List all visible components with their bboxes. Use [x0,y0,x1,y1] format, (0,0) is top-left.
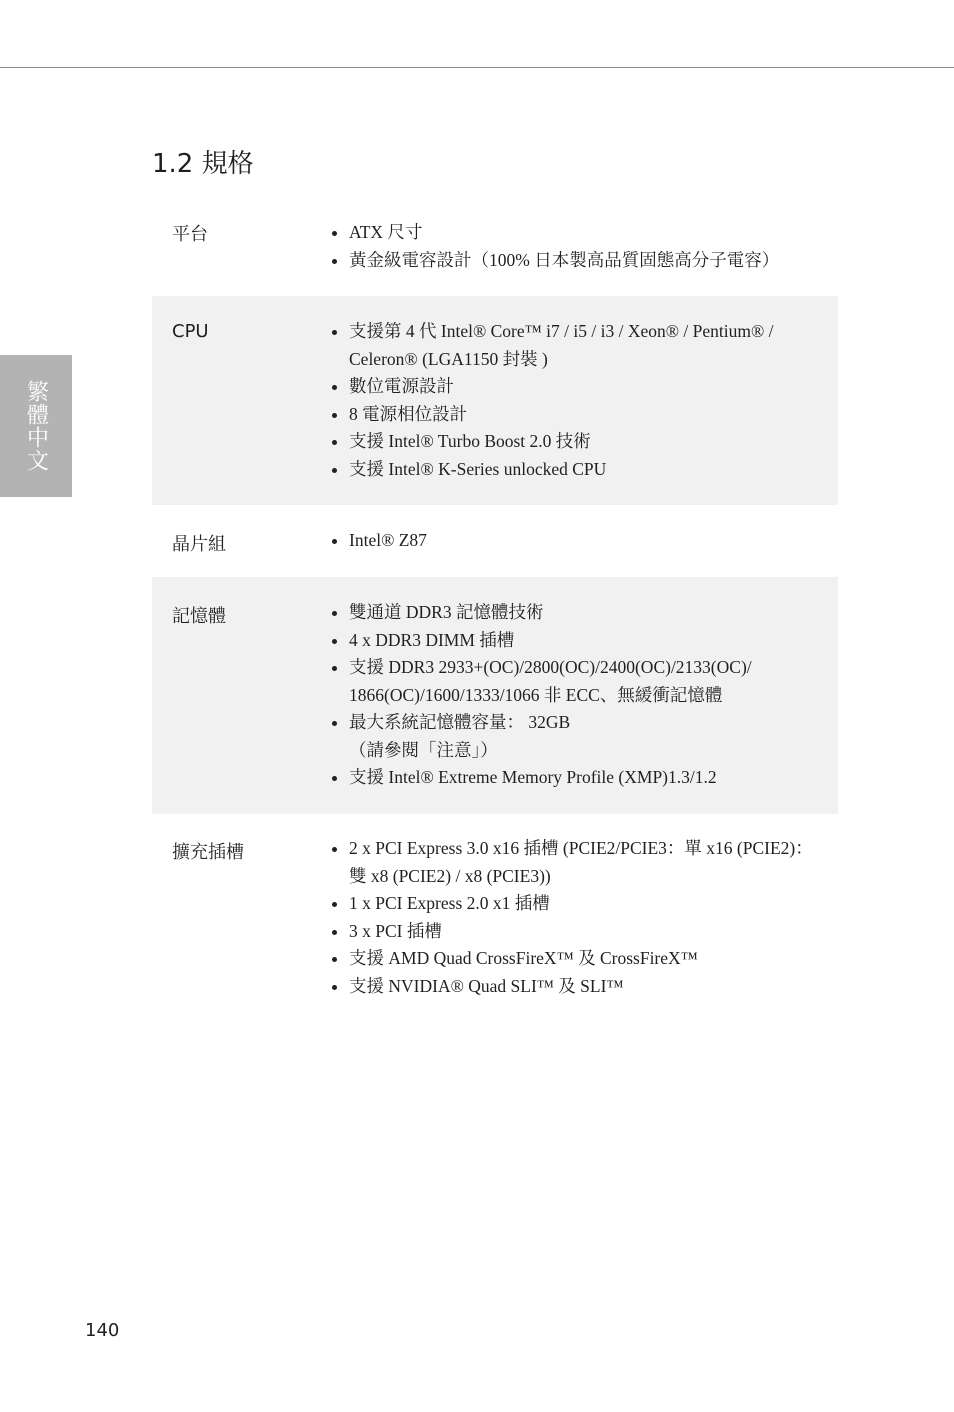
list-item: 支援 AMD Quad CrossFireX™ 及 CrossFireX™ [330,945,813,973]
list-item: 2 x PCI Express 3.0 x16 插槽 (PCIE2/PCIE3：單 x16 (PCIE2)： 雙 x8 (PCIE2) / x8 (PCIE3)) [330,835,813,890]
spec-list-platform [330,219,779,274]
list-item: 支援 Intel® Extreme Memory Profile (XMP)1.3/1.2 [330,764,752,792]
section-title: 1.2 規格 [152,149,254,179]
list-item: 最大系統記憶體容量： 32GB （請參閱「注意」） [330,709,752,764]
list-item: Intel® Z87 [330,527,427,555]
spec-label-platform: 平台 [172,224,208,245]
page-number: 140 [85,1320,120,1341]
list-item: 雙通道 DDR3 記憶體技術 [330,599,752,627]
list-item: 數位電源設計 [330,373,774,401]
list-item: 支援第 4 代 Intel® Core™ i7 / i5 / i3 / Xeon® / Pentium® / Celeron® (LGA1150 封裝 ) [330,318,774,373]
list-item: 支援 NVIDIA® Quad SLI™ 及 SLI™ [330,973,813,1001]
spec-row-expansion-slots [152,814,838,1014]
spec-row-memory [152,577,838,814]
spec-label-memory: 記憶體 [172,606,226,627]
language-tab-label: 繁體中文 [23,380,49,472]
list-item: 1 x PCI Express 2.0 x1 插槽 [330,890,813,918]
spec-row-cpu [152,296,838,505]
list-item: 4 x DDR3 DIMM 插槽 [330,627,752,655]
spec-list-expansion-slots [330,835,813,1000]
spec-label-cpu: CPU [172,321,209,342]
list-item: 支援 DDR3 2933+(OC)/2800(OC)/2400(OC)/2133(OC)/ 1866(OC)/1600/1333/1066 非 ECC、無緩衝記憶體 [330,654,752,709]
spec-label-chipset: 晶片組 [172,534,226,555]
list-item: 8 電源相位設計 [330,401,774,429]
spec-row-platform [152,210,838,296]
list-item: 支援 Intel® K-Series unlocked CPU [330,456,774,484]
list-item: 支援 Intel® Turbo Boost 2.0 技術 [330,428,774,456]
list-item: 3 x PCI 插槽 [330,918,813,946]
list-item: ATX 尺寸 [330,219,779,247]
spec-row-chipset [152,505,838,577]
header-rule [0,67,954,68]
list-item: 黃金級電容設計（100% 日本製高品質固態高分子電容） [330,247,779,275]
spec-list-chipset [330,527,427,555]
language-side-tab [0,355,72,497]
spec-list-memory [330,599,752,792]
spec-list-cpu [330,318,774,483]
spec-label-expansion-slots: 擴充插槽 [172,842,244,863]
